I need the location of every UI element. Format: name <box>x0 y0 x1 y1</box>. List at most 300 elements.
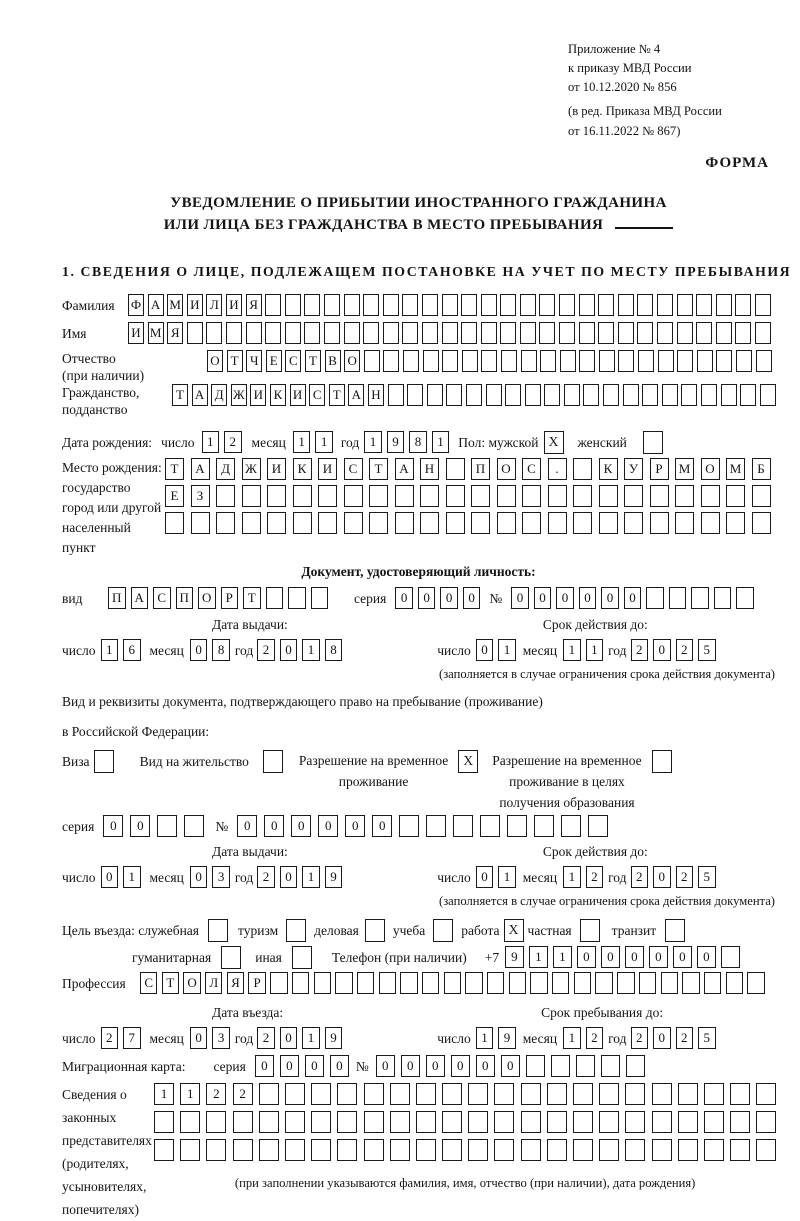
purpose-business-label: деловая <box>314 922 359 938</box>
char-cell: 1 <box>123 866 141 888</box>
char-cell: 0 <box>601 946 620 968</box>
issue-day-cells <box>101 639 141 661</box>
char-cell: А <box>192 384 208 406</box>
female-checkbox <box>643 431 663 454</box>
char-cell <box>369 512 388 534</box>
char-cell <box>574 972 591 994</box>
char-cell: 0 <box>463 587 481 609</box>
char-cell <box>453 815 473 837</box>
mig-number-label: № <box>355 1058 369 1074</box>
char-cell <box>639 972 656 994</box>
char-cell <box>364 1083 384 1105</box>
valid-until-label: Срок действия до: <box>542 843 648 859</box>
char-cell: П <box>471 458 490 480</box>
char-cell <box>657 294 673 316</box>
char-cell <box>246 322 262 344</box>
char-cell <box>369 485 388 507</box>
birthplace-cells-row <box>165 458 771 480</box>
char-cell <box>726 972 743 994</box>
char-cell <box>444 972 461 994</box>
entry-day-cells <box>101 1027 141 1049</box>
char-cell <box>420 512 439 534</box>
char-cell: О <box>207 350 223 372</box>
year-label: год <box>234 642 254 658</box>
char-cell <box>242 485 261 507</box>
char-cell <box>461 322 477 344</box>
char-cell <box>344 512 363 534</box>
char-cell: К <box>293 458 312 480</box>
birthplace-cells <box>165 458 771 534</box>
char-cell <box>388 384 404 406</box>
char-cell <box>564 384 580 406</box>
char-cell: 1 <box>563 866 581 888</box>
char-cell <box>547 1139 567 1161</box>
char-cell: 0 <box>190 866 208 888</box>
purpose-tourism-label: туризм <box>238 922 279 938</box>
doc-number-label: № <box>489 590 503 606</box>
char-cell: 0 <box>653 1027 671 1049</box>
char-cell: 0 <box>280 639 298 661</box>
char-cell <box>716 294 732 316</box>
char-cell: 1 <box>553 946 572 968</box>
char-cell <box>736 587 754 609</box>
char-cell <box>267 512 286 534</box>
char-cell <box>573 1139 593 1161</box>
char-cell: В <box>325 350 341 372</box>
char-cell <box>548 512 567 534</box>
char-cell: И <box>290 384 306 406</box>
char-cell: 5 <box>698 639 716 661</box>
char-cell: 1 <box>586 639 604 661</box>
char-cell: 0 <box>237 815 257 837</box>
char-cell <box>446 485 465 507</box>
male-checkbox: X <box>544 431 564 454</box>
char-cell: 9 <box>387 431 405 453</box>
stay-series-label: серия <box>62 818 95 834</box>
char-cell <box>285 1139 305 1161</box>
birth-day-cells <box>202 431 242 453</box>
purpose-work-checkbox: X <box>504 919 524 942</box>
valid-until-label: Срок действия до: <box>542 616 648 632</box>
char-cell <box>534 815 554 837</box>
char-cell: 2 <box>101 1027 119 1049</box>
char-cell <box>233 1111 253 1133</box>
char-cell: 0 <box>426 1055 445 1077</box>
char-cell: 2 <box>676 639 694 661</box>
char-cell: И <box>267 458 286 480</box>
char-cell <box>364 1111 384 1133</box>
profession-cells <box>140 972 765 994</box>
mig-series-label: серия <box>213 1058 246 1074</box>
char-cell <box>416 1139 436 1161</box>
validity-note: (заполняется в случае ограничения срока действия документа) <box>439 666 775 681</box>
char-cell <box>547 1111 567 1133</box>
char-cell <box>379 972 396 994</box>
stay-dates-note <box>62 890 775 913</box>
char-cell <box>755 322 771 344</box>
stay-number-cells <box>237 815 608 837</box>
char-cell <box>752 512 771 534</box>
year-label: год <box>608 869 627 885</box>
char-cell <box>383 322 399 344</box>
char-cell: 0 <box>556 587 574 609</box>
char-cell: И <box>226 294 242 316</box>
migration-card-row <box>62 1055 775 1078</box>
char-cell <box>677 294 693 316</box>
char-cell: 2 <box>586 1027 604 1049</box>
char-cell <box>390 1139 410 1161</box>
char-cell <box>265 294 281 316</box>
char-cell <box>242 512 261 534</box>
char-cell: 0 <box>501 1055 520 1077</box>
char-cell <box>471 485 490 507</box>
char-cell <box>704 1083 724 1105</box>
char-cell <box>701 485 720 507</box>
char-cell: И <box>187 294 203 316</box>
year-label: год <box>234 1030 254 1046</box>
stay-until-label: Срок пребывания до: <box>541 1004 664 1020</box>
char-cell: 0 <box>476 1055 495 1077</box>
purpose-humanitarian-checkbox <box>221 946 241 969</box>
day-label: число <box>62 642 96 658</box>
char-cell <box>311 587 329 609</box>
char-cell <box>696 322 712 344</box>
char-cell <box>462 350 478 372</box>
stay-issue-month-cells <box>190 866 230 888</box>
char-cell: 1 <box>302 639 320 661</box>
char-cell: Т <box>172 384 188 406</box>
patronymic-label-line: (при наличии) <box>62 367 145 383</box>
char-cell <box>579 322 595 344</box>
birthplace-row <box>62 458 775 558</box>
identity-doc-heading <box>62 560 775 583</box>
birthplace-cells-row <box>165 485 771 507</box>
doc-series-label: серия <box>354 590 387 606</box>
char-cell <box>747 972 764 994</box>
purpose-private-checkbox <box>580 919 600 942</box>
char-cell <box>344 294 360 316</box>
char-cell <box>522 485 541 507</box>
char-cell <box>650 512 669 534</box>
char-cell: 3 <box>212 866 230 888</box>
char-cell <box>530 972 547 994</box>
firstname-row <box>62 322 775 345</box>
char-cell <box>646 587 664 609</box>
char-cell <box>735 322 751 344</box>
char-cell: 0 <box>440 587 458 609</box>
stay-issue-year-cells <box>257 866 342 888</box>
char-cell: 1 <box>563 639 581 661</box>
char-cell <box>756 350 772 372</box>
char-cell <box>678 1139 698 1161</box>
char-cell <box>704 1111 724 1133</box>
char-cell: 1 <box>476 1027 494 1049</box>
char-cell <box>154 1139 174 1161</box>
char-cell <box>165 512 184 534</box>
char-cell <box>681 384 697 406</box>
char-cell <box>292 972 309 994</box>
char-cell: М <box>148 322 164 344</box>
char-cell: 9 <box>505 946 524 968</box>
char-cell <box>521 350 537 372</box>
char-cell <box>617 972 634 994</box>
char-cell <box>270 972 287 994</box>
migration-card-label: Миграционная карта: <box>62 1058 186 1074</box>
char-cell: 2 <box>631 639 649 661</box>
char-cell <box>539 322 555 344</box>
char-cell <box>442 294 458 316</box>
ref-line: Приложение № 4 <box>568 42 661 56</box>
temp-residence-edu-label-line: проживание в целях <box>509 773 625 789</box>
char-cell: 0 <box>395 587 413 609</box>
firstname-cells <box>128 322 771 344</box>
char-cell: Е <box>266 350 282 372</box>
legal-representatives-row-hint: (при заполнении указываются фамилия, имя, отчество (при наличии), дата рождения) <box>234 1175 696 1190</box>
char-cell: 2 <box>631 1027 649 1049</box>
char-cell <box>714 587 732 609</box>
char-cell <box>520 294 536 316</box>
char-cell: О <box>183 972 200 994</box>
char-cell: 9 <box>498 1027 516 1049</box>
char-cell <box>598 294 614 316</box>
char-cell: 0 <box>579 587 597 609</box>
char-cell: 1 <box>498 639 516 661</box>
birthdate-row <box>62 431 775 454</box>
char-cell <box>624 512 643 534</box>
char-cell: Р <box>650 458 669 480</box>
char-cell: Я <box>246 294 262 316</box>
char-cell <box>642 384 658 406</box>
char-cell <box>661 972 678 994</box>
char-cell: 0 <box>653 866 671 888</box>
day-label: число <box>437 642 471 658</box>
char-cell: А <box>395 458 414 480</box>
patronymic-label-line: Отчество <box>62 350 116 366</box>
form-title <box>62 192 775 237</box>
char-cell <box>677 322 693 344</box>
char-cell <box>422 322 438 344</box>
legal-representatives-label-line: усыновителях, <box>62 1178 147 1194</box>
char-cell <box>579 294 595 316</box>
stay-doc-caption-1 <box>62 690 775 713</box>
char-cell <box>507 815 527 837</box>
char-cell: 2 <box>257 866 275 888</box>
legal-representatives-cells-row <box>154 1083 776 1105</box>
char-cell <box>652 1139 672 1161</box>
legal-representatives-label-line: Сведения о <box>62 1086 127 1102</box>
char-cell <box>383 294 399 316</box>
char-cell <box>560 350 576 372</box>
char-cell: С <box>522 458 541 480</box>
year-label: год <box>608 642 627 658</box>
surname-cells <box>128 294 771 316</box>
ref-edition <box>568 102 775 140</box>
char-cell <box>701 384 717 406</box>
char-cell <box>551 1055 570 1077</box>
stay-doc-caption: Вид и реквизиты документа, подтверждающего право на пребывание (проживание) <box>62 693 543 709</box>
stay-series-cells <box>103 815 204 837</box>
char-cell <box>548 485 567 507</box>
char-cell <box>154 1111 174 1133</box>
char-cell: П <box>176 587 194 609</box>
day-label: число <box>437 869 471 885</box>
char-cell <box>675 485 694 507</box>
until-day-cells <box>476 1027 516 1049</box>
char-cell: Т <box>227 350 243 372</box>
char-cell <box>383 350 399 372</box>
char-cell <box>682 972 699 994</box>
char-cell: 5 <box>698 866 716 888</box>
char-cell <box>402 294 418 316</box>
char-cell: М <box>726 458 745 480</box>
doc-dates-note <box>62 663 775 686</box>
citizenship-row <box>62 384 775 418</box>
char-cell <box>625 1139 645 1161</box>
phone-prefix: +7 <box>484 949 500 965</box>
char-cell: З <box>191 485 210 507</box>
char-cell: 2 <box>676 866 694 888</box>
char-cell <box>481 350 497 372</box>
char-cell <box>599 1139 619 1161</box>
char-cell <box>293 485 312 507</box>
char-cell <box>704 972 721 994</box>
ref-line: к приказу МВД России <box>568 61 692 76</box>
char-cell: 1 <box>302 866 320 888</box>
stay-doc-caption-2 <box>62 720 775 743</box>
section1-heading: 1. СВЕДЕНИЯ О ЛИЦЕ, ПОДЛЕЖАЩЕМ ПОСТАНОВКЕ НА УЧЕТ ПО МЕСТУ ПРЕБЫВАНИЯ <box>62 263 792 279</box>
char-cell <box>399 815 419 837</box>
char-cell <box>669 587 687 609</box>
valid-month-cells <box>563 639 603 661</box>
char-cell <box>752 485 771 507</box>
char-cell <box>730 1111 750 1133</box>
char-cell <box>540 350 556 372</box>
validity-note: (заполняется в случае ограничения срока действия документа) <box>439 893 775 908</box>
char-cell: К <box>599 458 618 480</box>
char-cell <box>547 1083 567 1105</box>
char-cell <box>494 1083 514 1105</box>
char-cell <box>416 1111 436 1133</box>
char-cell <box>206 322 222 344</box>
char-cell <box>539 294 555 316</box>
stay-dates-row <box>62 866 775 889</box>
char-cell <box>657 322 673 344</box>
char-cell <box>226 322 242 344</box>
char-cell <box>756 1083 776 1105</box>
char-cell <box>363 322 379 344</box>
stay-doc-types-row <box>62 750 775 813</box>
year-label: год <box>234 869 254 885</box>
char-cell <box>318 512 337 534</box>
char-cell <box>730 1083 750 1105</box>
char-cell <box>652 1111 672 1133</box>
char-cell <box>265 322 281 344</box>
char-cell <box>595 972 612 994</box>
char-cell <box>573 1111 593 1133</box>
char-cell: Т <box>162 972 179 994</box>
char-cell <box>716 350 732 372</box>
stay-number-label: № <box>215 818 229 834</box>
char-cell: С <box>153 587 171 609</box>
char-cell: 1 <box>101 639 119 661</box>
form-body <box>62 294 775 1221</box>
doc-number-cells <box>511 587 754 609</box>
purpose-phone-row <box>62 946 775 969</box>
char-cell <box>500 294 516 316</box>
char-cell: . <box>548 458 567 480</box>
purpose-private-label: частная <box>527 922 572 938</box>
purpose-business-checkbox <box>365 919 385 942</box>
char-cell: С <box>140 972 157 994</box>
char-cell <box>721 384 737 406</box>
purpose-transit-label: транзит <box>611 922 657 938</box>
surname-label: Фамилия <box>62 297 115 313</box>
char-cell: Н <box>420 458 439 480</box>
char-cell <box>509 972 526 994</box>
char-cell: 0 <box>190 639 208 661</box>
char-cell <box>730 1139 750 1161</box>
char-cell <box>442 350 458 372</box>
char-cell: 6 <box>123 639 141 661</box>
char-cell <box>637 322 653 344</box>
legal-representatives-label <box>62 1083 154 1221</box>
char-cell <box>364 1139 384 1161</box>
char-cell: 0 <box>345 815 365 837</box>
birthplace-label-line: Место рождения: <box>62 459 162 475</box>
char-cell: 2 <box>206 1083 226 1105</box>
char-cell <box>335 972 352 994</box>
char-cell <box>544 384 560 406</box>
temp-residence-edu-checkbox <box>652 750 672 773</box>
profession-label: Профессия <box>62 975 126 991</box>
char-cell <box>416 1083 436 1105</box>
char-cell <box>481 294 497 316</box>
char-cell <box>403 350 419 372</box>
entry-year-cells <box>257 1027 342 1049</box>
char-cell: 0 <box>418 587 436 609</box>
char-cell <box>573 485 592 507</box>
char-cell: Б <box>752 458 771 480</box>
char-cell <box>357 972 374 994</box>
char-cell <box>318 485 337 507</box>
char-cell <box>618 350 634 372</box>
char-cell: О <box>198 587 216 609</box>
char-cell <box>486 384 502 406</box>
ref-line: от 10.12.2020 № 856 <box>568 80 677 95</box>
char-cell <box>623 384 639 406</box>
char-cell: О <box>701 458 720 480</box>
char-cell <box>678 1111 698 1133</box>
char-cell: 0 <box>280 1055 299 1077</box>
char-cell: 1 <box>180 1083 200 1105</box>
day-label: число <box>62 1030 96 1046</box>
legal-representatives-cells-row <box>154 1139 776 1161</box>
char-cell <box>583 384 599 406</box>
char-cell <box>618 294 634 316</box>
char-cell: А <box>348 384 364 406</box>
char-cell: 1 <box>315 431 333 453</box>
char-cell <box>526 1055 545 1077</box>
char-cell <box>691 587 709 609</box>
char-cell <box>395 485 414 507</box>
purpose-tourism-checkbox <box>286 919 306 942</box>
char-cell: П <box>108 587 126 609</box>
char-cell: 0 <box>401 1055 420 1077</box>
char-cell <box>184 815 204 837</box>
char-cell <box>314 972 331 994</box>
form-title-line1: УВЕДОМЛЕНИЕ О ПРИБЫТИИ ИНОСТРАННОГО ГРАЖДАНИНА <box>170 194 667 211</box>
char-cell: Т <box>369 458 388 480</box>
